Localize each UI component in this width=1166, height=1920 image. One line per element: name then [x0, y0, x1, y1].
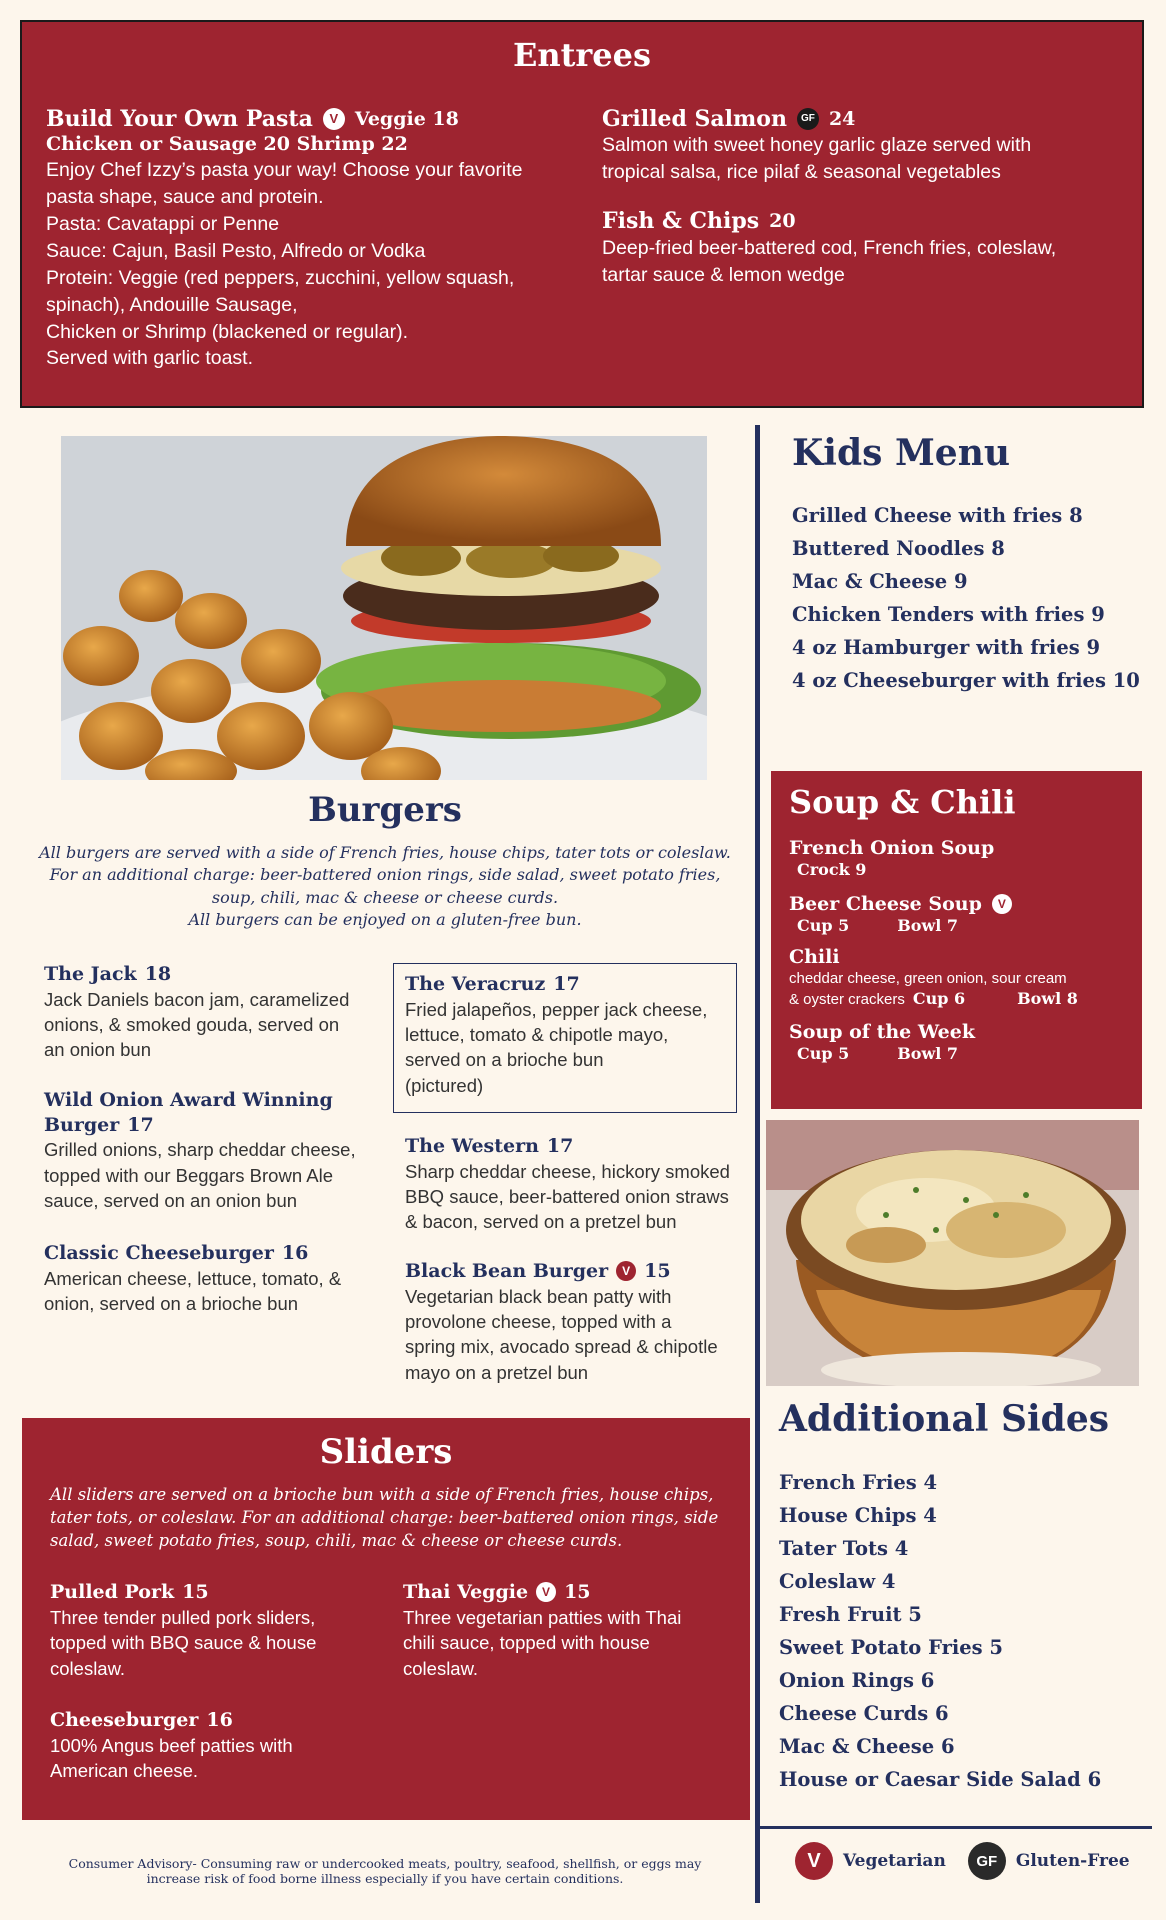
- burger-item-jack: [44, 962, 374, 1063]
- salmon-price: 24: [828, 107, 856, 130]
- sliders-note: [50, 1484, 730, 1552]
- desc-line: onion, served on a brioche bun: [44, 1293, 299, 1315]
- soup-item-soup-of-week: [789, 1021, 1134, 1064]
- note-line: soup, chili, mac & cheese or cheese curds.: [211, 887, 559, 907]
- chili-desc: cheddar cheese, green onion, sour cream: [789, 969, 1067, 987]
- desc-line: Served with garlic toast.: [46, 347, 254, 370]
- list-item: Fresh Fruit 5: [779, 1603, 922, 1626]
- burger-photo: [61, 436, 707, 780]
- legend-vegetarian-label: Vegetarian: [843, 1851, 946, 1871]
- vegetarian-icon: V: [992, 894, 1012, 914]
- vegetarian-icon: V: [323, 108, 345, 130]
- item-name: Thai Veggie: [403, 1581, 529, 1603]
- item-name: Classic Cheeseburger: [44, 1242, 274, 1264]
- item-name-cont: Burger: [44, 1113, 120, 1136]
- vegetarian-icon: V: [536, 1582, 556, 1602]
- size-price: Bowl 7: [897, 1043, 959, 1063]
- vegetarian-icon: V: [616, 1261, 636, 1281]
- desc-line: pasta shape, sauce and protein.: [46, 185, 324, 208]
- list-item: Onion Rings 6: [779, 1669, 935, 1692]
- legend-gluten-free-label: Gluten-Free: [1015, 1851, 1130, 1871]
- size-price: Cup 6: [912, 989, 966, 1009]
- burger-item-black-bean: [405, 1259, 750, 1385]
- item-price: 16: [281, 1242, 309, 1264]
- list-item: Coleslaw 4: [779, 1570, 896, 1593]
- list-item: French Fries 4: [779, 1471, 938, 1494]
- burgers-title: Burgers: [308, 790, 462, 830]
- kids-menu-title: Kids Menu: [792, 432, 1011, 474]
- desc-line: onions, & smoked gouda, served on: [44, 1014, 340, 1036]
- desc-line: topped with our Beggars Brown Ale: [44, 1164, 333, 1186]
- item-name: Cheeseburger: [50, 1709, 199, 1731]
- item-price: 16: [206, 1709, 233, 1731]
- item-price: 17: [127, 1113, 154, 1136]
- list-item: Mac & Cheese 6: [779, 1735, 955, 1758]
- list-item: Tater Tots 4: [779, 1537, 909, 1560]
- column-divider: [755, 425, 760, 1903]
- burgers-note: [30, 842, 740, 932]
- item-price: 15: [182, 1581, 209, 1603]
- build-pasta-desc: [46, 157, 566, 372]
- size-price: Bowl 8: [1017, 989, 1078, 1009]
- item-price: 18: [144, 963, 172, 985]
- desc-line: spinach), Andouille Sausage,: [46, 293, 298, 316]
- size-price: Cup 5: [797, 915, 850, 935]
- fish-chips-name: Fish & Chips: [602, 208, 760, 235]
- slider-item-thai-veggie: [403, 1580, 733, 1681]
- desc-line: lettuce, tomato & chipotle mayo,: [405, 1024, 669, 1046]
- list-item: Chicken Tenders with fries 9: [792, 603, 1105, 626]
- fish-chips-desc: [602, 235, 1122, 289]
- build-pasta-name: Build Your Own Pasta: [46, 106, 313, 132]
- additional-sides-list: [779, 1466, 1101, 1796]
- note-line: For an additional charge: beer-battered onion rings, side salad, sweet potato fries,: [49, 865, 721, 885]
- consumer-advisory: [40, 1856, 730, 1886]
- burger-item-veracruz: [405, 972, 735, 1098]
- desc-line: Three vegetarian patties with Thai: [403, 1606, 682, 1628]
- list-item: Sweet Potato Fries 5: [779, 1636, 1003, 1659]
- desc-line: (pictured): [405, 1074, 484, 1096]
- soup-chili-section: [771, 771, 1142, 1109]
- item-name: Chili: [789, 946, 840, 968]
- size-price: Crock 9: [797, 859, 867, 879]
- list-item: House or Caesar Side Salad 6: [779, 1768, 1102, 1791]
- chili-desc-cont: & oyster crackers: [789, 991, 905, 1009]
- size-price: Cup 5: [797, 1043, 850, 1063]
- item-price: 17: [553, 973, 580, 995]
- soup-photo: [766, 1120, 1139, 1386]
- note-line: salad, sweet potato fries, soup, chili, mac & cheese or cheese curds.: [50, 1530, 623, 1550]
- desc-line: an onion bun: [44, 1039, 151, 1061]
- item-price: 15: [564, 1581, 591, 1603]
- fish-chips-price: 20: [769, 210, 796, 232]
- salmon-desc: [602, 132, 1122, 186]
- build-pasta-item: [46, 106, 566, 372]
- entrees-section: [20, 20, 1144, 408]
- gluten-free-icon: GF: [968, 1842, 1006, 1880]
- additional-sides-title: Additional Sides: [779, 1398, 1109, 1440]
- desc-line: Chicken or Shrimp (blackened or regular).: [46, 320, 408, 343]
- soup-item-chili: [789, 946, 1134, 1010]
- desc-line: Vegetarian black bean patty with: [405, 1285, 672, 1307]
- desc-line: provolone cheese, topped with a: [405, 1311, 672, 1333]
- item-price: 17: [546, 1135, 574, 1157]
- desc-line: Protein: Veggie (red peppers, zucchini, yellow squash,: [46, 266, 515, 289]
- item-name: Beer Cheese Soup: [789, 893, 982, 915]
- list-item: House Chips 4: [779, 1504, 937, 1527]
- desc-line: mayo on a pretzel bun: [405, 1361, 589, 1383]
- advisory-line: Consumer Advisory- Consuming raw or undercooked meats, poultry, seafood, shellfish, or eggs may: [68, 1856, 702, 1871]
- desc-line: & bacon, served on a pretzel bun: [405, 1211, 677, 1233]
- entrees-title: Entrees: [512, 36, 652, 74]
- note-line: All sliders are served on a brioche bun with a side of French fries, house chips,: [50, 1485, 714, 1504]
- sliders-title: Sliders: [319, 1432, 453, 1472]
- list-item: Buttered Noodles 8: [792, 537, 1005, 560]
- desc-line: topped with BBQ sauce & house: [50, 1632, 317, 1654]
- desc-line: served on a brioche bun: [405, 1049, 604, 1071]
- list-item: Grilled Cheese with fries 8: [792, 504, 1083, 527]
- note-line: tater tots, or coleslaw. For an additional charge: beer-battered onion rings, side: [50, 1507, 719, 1527]
- slider-item-cheeseburger: [50, 1708, 380, 1784]
- salmon-name: Grilled Salmon: [602, 106, 787, 132]
- burger-item-classic: [44, 1241, 374, 1316]
- item-name: The Jack: [44, 963, 137, 985]
- desc-line: Salmon with sweet honey garlic glaze served with: [602, 134, 1032, 157]
- vegetarian-icon: V: [795, 1842, 833, 1880]
- list-item: Cheese Curds 6: [779, 1702, 949, 1725]
- desc-line: Jack Daniels bacon jam, caramelized: [44, 988, 350, 1010]
- soup-item-french-onion: [789, 837, 1134, 880]
- burger-item-wild-onion: [44, 1088, 374, 1213]
- gluten-free-icon: GF: [797, 108, 819, 130]
- desc-line: Enjoy Chef Izzy’s pasta your way! Choose your favorite: [46, 159, 523, 182]
- desc-line: Grilled onions, sharp cheddar cheese,: [44, 1139, 356, 1161]
- legend-divider: [760, 1826, 1152, 1829]
- burger-illustration: [61, 436, 707, 780]
- soup-illustration: [766, 1120, 1139, 1386]
- advisory-line: increase risk of food borne illness especially if you have certain conditions.: [146, 1871, 624, 1886]
- sliders-section: [22, 1418, 750, 1820]
- build-pasta-sub-prices: Chicken or Sausage 20 Shrimp 22: [46, 133, 408, 156]
- kids-menu-list: [792, 499, 1140, 697]
- note-line: All burgers can be enjoyed on a gluten-free bun.: [188, 910, 582, 930]
- item-name: Black Bean Burger: [405, 1260, 609, 1282]
- list-item: 4 oz Hamburger with fries 9: [792, 636, 1101, 659]
- desc-line: Deep-fried beer-battered cod, French fries, coleslaw,: [602, 236, 1057, 259]
- desc-line: Three tender pulled pork sliders,: [50, 1606, 316, 1628]
- desc-line: American cheese, lettuce, tomato, &: [44, 1267, 342, 1289]
- desc-line: spring mix, avocado spread & chipotle: [405, 1336, 718, 1358]
- desc-line: Fried jalapeños, pepper jack cheese,: [405, 998, 708, 1020]
- desc-line: BBQ sauce, beer-battered onion straws: [405, 1186, 729, 1208]
- desc-line: sauce, served on an onion bun: [44, 1190, 298, 1212]
- soup-item-beer-cheese: [789, 893, 1134, 936]
- list-item: Mac & Cheese 9: [792, 570, 968, 593]
- build-pasta-veggie-price: Veggie 18: [354, 107, 459, 130]
- note-line: All burgers are served with a side of French fries, house chips, tater tots or coleslaw.: [39, 843, 731, 862]
- item-name: French Onion Soup: [789, 837, 995, 859]
- salmon-item: [602, 106, 1122, 288]
- dietary-legend: [795, 1842, 1130, 1880]
- desc-line: tartar sauce & lemon wedge: [602, 263, 845, 286]
- item-name: Soup of the Week: [789, 1021, 975, 1043]
- desc-line: American cheese.: [50, 1760, 199, 1782]
- desc-line: Pasta: Cavatappi or Penne: [46, 212, 280, 235]
- desc-line: Sharp cheddar cheese, hickory smoked: [405, 1160, 730, 1182]
- soup-chili-title: Soup & Chili: [789, 783, 1016, 821]
- item-name: The Western: [405, 1135, 539, 1157]
- item-price: 15: [644, 1260, 671, 1282]
- item-name: Pulled Pork: [50, 1581, 175, 1603]
- desc-line: tropical salsa, rice pilaf & seasonal vegetables: [602, 161, 1001, 184]
- item-name: The Veracruz: [405, 973, 546, 995]
- desc-line: coleslaw.: [403, 1657, 479, 1679]
- desc-line: chili sauce, topped with house: [403, 1632, 650, 1654]
- fish-chips-heading: [602, 208, 1122, 234]
- burger-item-western: [405, 1134, 750, 1235]
- size-price: Bowl 7: [897, 915, 959, 935]
- desc-line: coleslaw.: [50, 1657, 126, 1679]
- list-item: 4 oz Cheeseburger with fries 10: [792, 669, 1140, 692]
- slider-item-pulled-pork: [50, 1580, 380, 1681]
- desc-line: Sauce: Cajun, Basil Pesto, Alfredo or Vodka: [46, 239, 426, 262]
- desc-line: 100% Angus beef patties with: [50, 1734, 293, 1756]
- item-name: Wild Onion Award Winning: [44, 1089, 333, 1111]
